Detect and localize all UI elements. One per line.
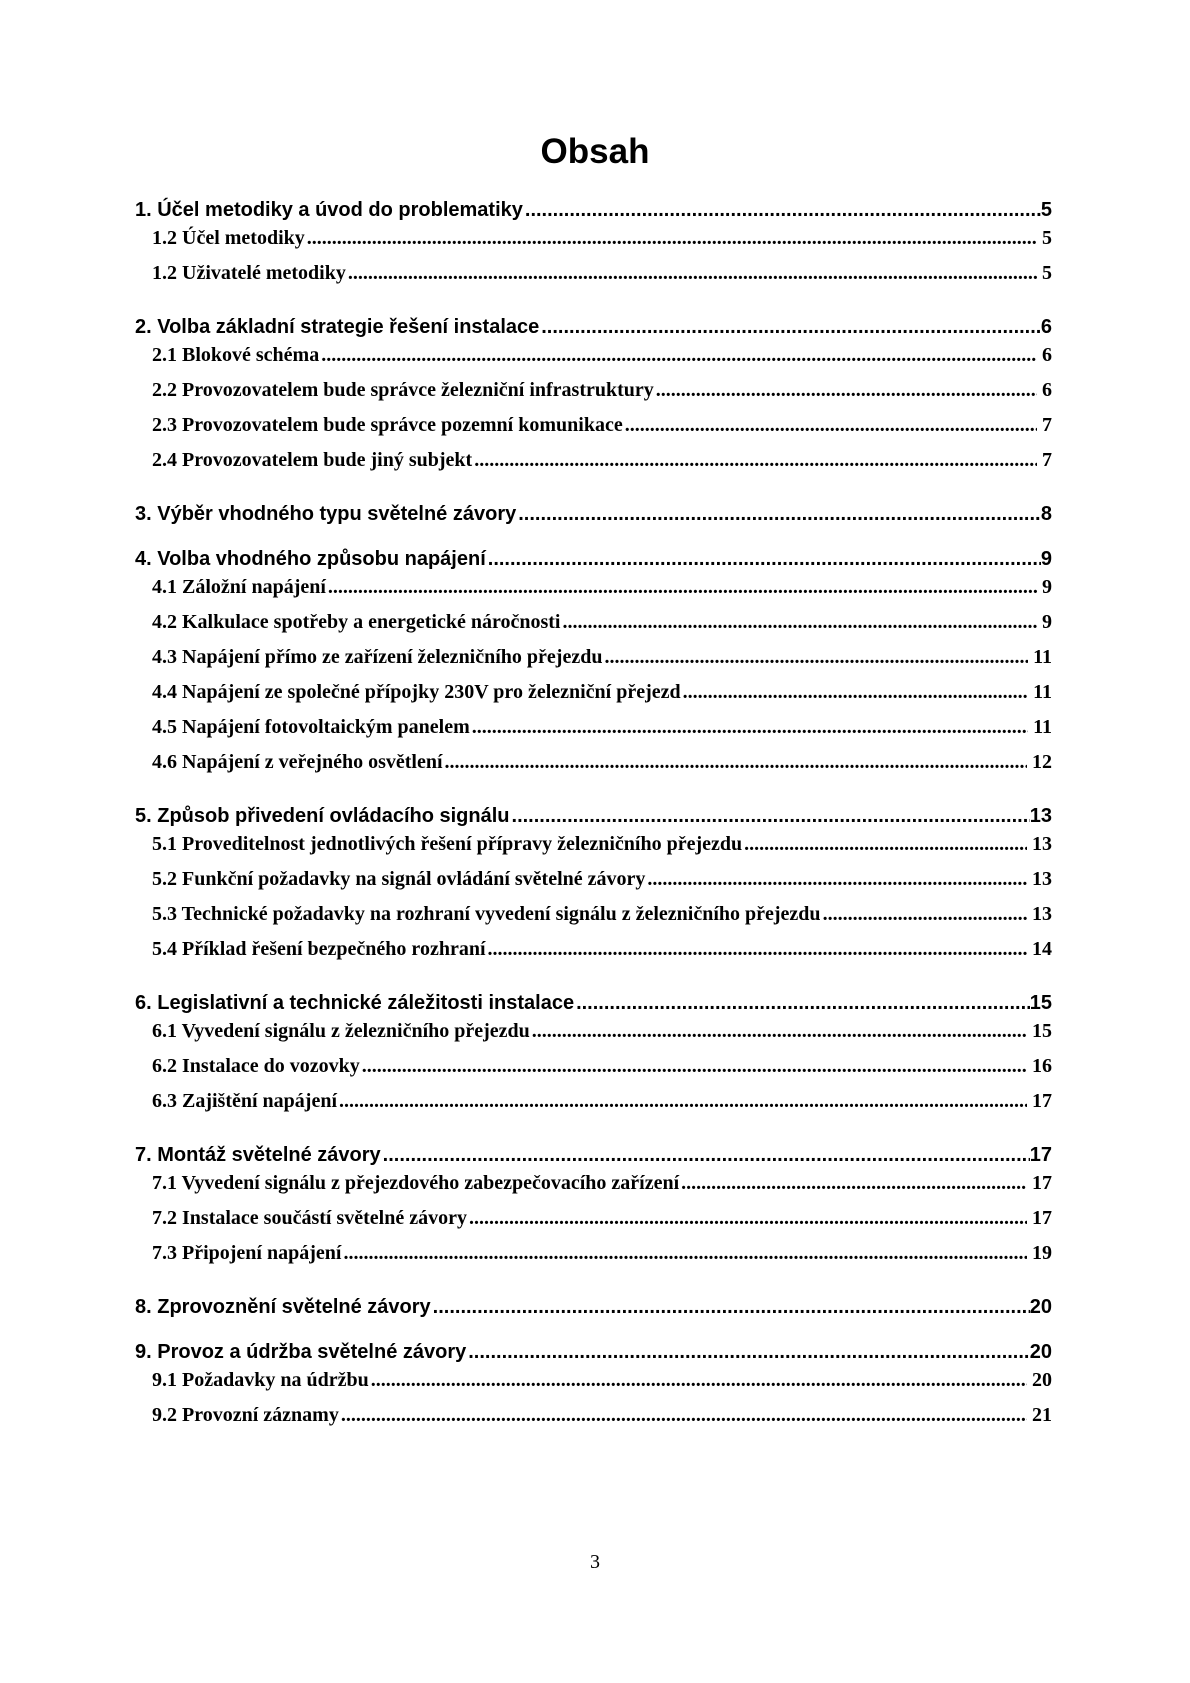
toc-entry [135,225,1052,251]
toc-entry [135,901,1052,927]
toc-entry-label: 9. Provoz a údržba světelné závory [135,1341,467,1363]
dot-leader [328,574,1037,600]
dot-leader [474,447,1037,473]
toc-entry [135,412,1052,438]
toc-entry-label: 6.2 Instalace do vozovky [152,1055,360,1077]
toc-entry-label: 6.3 Zajištění napájení [152,1090,338,1112]
toc-entry-label: 4.2 Kalkulace spotřeby a energetické náročnosti [152,611,561,633]
toc-entry-page-number: 7 [1042,449,1052,471]
toc-entry-page-number: 13 [1032,903,1052,925]
toc-entry-page-number: 11 [1033,716,1052,738]
toc-entry [135,1294,1052,1320]
toc-entry-page-number: 5 [1042,227,1052,249]
toc-entry-label: 8. Zprovoznění světelné závory [135,1296,431,1318]
toc-entry [135,1205,1052,1231]
toc-entry-label: 2.3 Provozovatelem bude správce pozemní komunikace [152,414,623,436]
dot-leader [343,1240,1027,1266]
toc-entry [135,831,1052,857]
toc-entry-label: 9.2 Provozní záznamy [152,1404,339,1426]
toc-entry-label: 5.2 Funkční požadavky na signál ovládání světelné závory [152,868,646,890]
toc-entry [135,803,1052,829]
toc-entry [135,1367,1052,1393]
toc-entry [135,342,1052,368]
dot-leader [512,803,1030,829]
toc-entry-page-number: 9 [1042,576,1052,598]
dot-leader [525,197,1041,223]
toc-entry-label: 7.1 Vyvedení signálu z přejezdového zabezpečovacího zařízení [152,1172,680,1194]
dot-leader [362,1053,1027,1079]
toc-entry [135,197,1052,223]
toc-entry-label: 4.6 Napájení z veřejného osvětlení [152,751,443,773]
toc-entry-page-number: 17 [1032,1090,1052,1112]
toc-entry [135,1240,1052,1266]
dot-leader [472,714,1028,740]
toc [135,197,1052,1428]
toc-entry [135,866,1052,892]
toc-entry [135,609,1052,635]
dot-leader [532,1018,1027,1044]
dot-leader [383,1142,1030,1168]
toc-entry-page-number: 5 [1042,262,1052,284]
toc-entry-label: 6.1 Vyvedení signálu z železničního přejezdu [152,1020,530,1042]
dot-leader [433,1294,1030,1320]
toc-entry-label: 7. Montáž světelné závory [135,1144,381,1166]
toc-entry-page-number: 16 [1032,1055,1052,1077]
toc-entry-page-number: 21 [1032,1404,1052,1426]
toc-entry-page-number: 9 [1040,548,1052,570]
toc-entry [135,314,1052,340]
toc-entry-label: 6. Legislativní a technické záležitosti instalace [135,992,575,1014]
toc-entry [135,260,1052,286]
dot-leader [468,1339,1030,1365]
toc-entry-label: 2.1 Blokové schéma [152,344,320,366]
toc-entry-label: 7.3 Připojení napájení [152,1242,342,1264]
toc-entry-label: 5.1 Proveditelnost jednotlivých řešení přípravy železničního přejezdu [152,833,743,855]
toc-entry [135,1053,1052,1079]
dot-leader [341,1402,1027,1428]
toc-entry [135,501,1052,527]
dot-leader [576,990,1030,1016]
footer-page-number: 3 [590,1551,600,1573]
toc-entry-label: 4.4 Napájení ze společné přípojky 230V pro železniční přejezd [152,681,681,703]
toc-entry-page-number: 20 [1029,1296,1052,1318]
dot-leader [348,260,1037,286]
toc-entry-label: 4.3 Napájení přímo ze zařízení železničního přejezdu [152,646,603,668]
dot-leader [647,866,1027,892]
dot-leader [541,314,1041,340]
toc-entry-page-number: 15 [1029,992,1052,1014]
toc-entry-page-number: 13 [1032,868,1052,890]
toc-entry-page-number: 17 [1029,1144,1052,1166]
toc-entry-label: 2.4 Provozovatelem bude jiný subjekt [152,449,473,471]
toc-entry-label: 1. Účel metodiky a úvod do problematiky [135,199,523,221]
toc-entry [135,574,1052,600]
dot-leader [681,1170,1027,1196]
dot-leader [823,901,1027,927]
toc-entry-page-number: 20 [1029,1341,1052,1363]
toc-entry [135,679,1052,705]
page-title: Obsah [540,132,650,171]
toc-entry-label: 1.2 Uživatelé metodiky [152,262,346,284]
toc-entry-page-number: 11 [1033,646,1052,668]
toc-entry-label: 4.1 Záložní napájení [152,576,326,598]
toc-entry [135,1018,1052,1044]
toc-entry-page-number: 9 [1042,611,1052,633]
dot-leader [625,412,1037,438]
toc-entry-page-number: 13 [1029,805,1052,827]
toc-entry-label: 5. Způsob přivedení ovládacího signálu [135,805,510,827]
dot-leader [371,1367,1027,1393]
toc-entry-page-number: 12 [1032,751,1052,773]
toc-entry [135,749,1052,775]
toc-entry-label: 4.5 Napájení fotovoltaickým panelem [152,716,470,738]
toc-entry-label: 2. Volba základní strategie řešení instalace [135,316,540,338]
toc-entry-label: 3. Výběr vhodného typu světelné závory [135,503,517,525]
toc-entry-label: 1.2 Účel metodiky [152,227,305,249]
dot-leader [518,501,1041,527]
dot-leader [307,225,1037,251]
toc-entry [135,1339,1052,1365]
toc-entry [135,936,1052,962]
toc-entry [135,1170,1052,1196]
dot-leader [469,1205,1027,1231]
dot-leader [321,342,1037,368]
toc-entry-label: 4. Volba vhodného způsobu napájení [135,548,486,570]
toc-entry-page-number: 6 [1042,379,1052,401]
dot-leader [744,831,1027,857]
toc-entry-label: 9.1 Požadavky na údržbu [152,1369,369,1391]
toc-entry-page-number: 17 [1032,1207,1052,1229]
toc-entry [135,714,1052,740]
toc-entry-page-number: 11 [1033,681,1052,703]
dot-leader [445,749,1027,775]
toc-entry-page-number: 6 [1042,344,1052,366]
toc-entry [135,447,1052,473]
toc-entry [135,1142,1052,1168]
toc-entry-page-number: 19 [1032,1242,1052,1264]
toc-entry-page-number: 14 [1032,938,1052,960]
dot-leader [488,546,1041,572]
toc-entry-page-number: 13 [1032,833,1052,855]
toc-entry [135,377,1052,403]
toc-entry [135,546,1052,572]
dot-leader [339,1088,1027,1114]
toc-entry-page-number: 20 [1032,1369,1052,1391]
toc-entry-label: 5.4 Příklad řešení bezpečného rozhraní [152,938,486,960]
toc-entry [135,1088,1052,1114]
dot-leader [683,679,1028,705]
toc-entry-label: 5.3 Technické požadavky na rozhraní vyvedení signálu z železničního přejezdu [152,903,821,925]
dot-leader [656,377,1037,403]
dot-leader [488,936,1028,962]
toc-entry-page-number: 17 [1032,1172,1052,1194]
toc-entry-label: 2.2 Provozovatelem bude správce železniční infrastruktury [152,379,654,401]
toc-entry [135,990,1052,1016]
toc-entry-page-number: 5 [1040,199,1052,221]
toc-entry-page-number: 6 [1040,316,1052,338]
toc-entry-page-number: 7 [1042,414,1052,436]
toc-entry [135,644,1052,670]
toc-entry [135,1402,1052,1428]
dot-leader [604,644,1028,670]
toc-entry-label: 7.2 Instalace součástí světelné závory [152,1207,467,1229]
dot-leader [562,609,1037,635]
toc-entry-page-number: 15 [1032,1020,1052,1042]
toc-entry-page-number: 8 [1040,503,1052,525]
